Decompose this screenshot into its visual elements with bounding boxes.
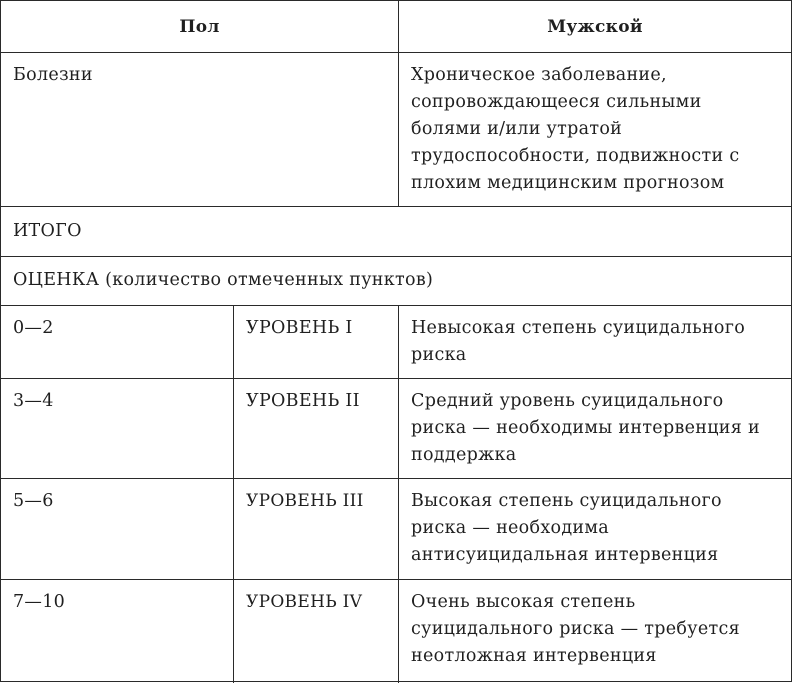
total-label: ИТОГО [13,221,82,241]
level-description: Средний уровень суицидального риска — необходимы интервенция и поддержка [398,379,791,478]
total-row [1,207,791,257]
assessment-row [1,257,791,306]
level-row [1,306,791,379]
level-description: Очень высокая степень суицидального риска — требуется неотложная интервенция [398,580,791,683]
level-row [1,580,791,683]
level-range: 5—6 [13,491,54,511]
level-range: 3—4 [13,391,54,411]
disease-row [1,53,791,207]
level-name: УРОВЕНЬ IV [233,580,398,683]
level-row [1,379,791,479]
header-sex: Пол [179,17,220,37]
level-description: Высокая степень суицидального риска — необходима антисуицидальная интервенция [398,479,791,579]
level-description: Невысокая степень суицидального риска [398,306,791,378]
level-range: 0—2 [13,318,54,338]
level-name: УРОВЕНЬ I [233,306,398,378]
level-name: УРОВЕНЬ II [233,379,398,478]
disease-label: Болезни [13,65,93,85]
level-range: 7—10 [13,592,66,612]
disease-description: Хроническое заболевание, сопровождающееся сильными болями и/или утратой трудоспособности, подвижности с плохим медицинским прогнозом [398,53,791,206]
header-row [1,1,791,53]
assessment-label: ОЦЕНКА (количество отмеченных пунктов) [13,270,434,290]
level-name: УРОВЕНЬ III [233,479,398,579]
level-row [1,479,791,580]
header-male: Мужской [398,1,791,52]
